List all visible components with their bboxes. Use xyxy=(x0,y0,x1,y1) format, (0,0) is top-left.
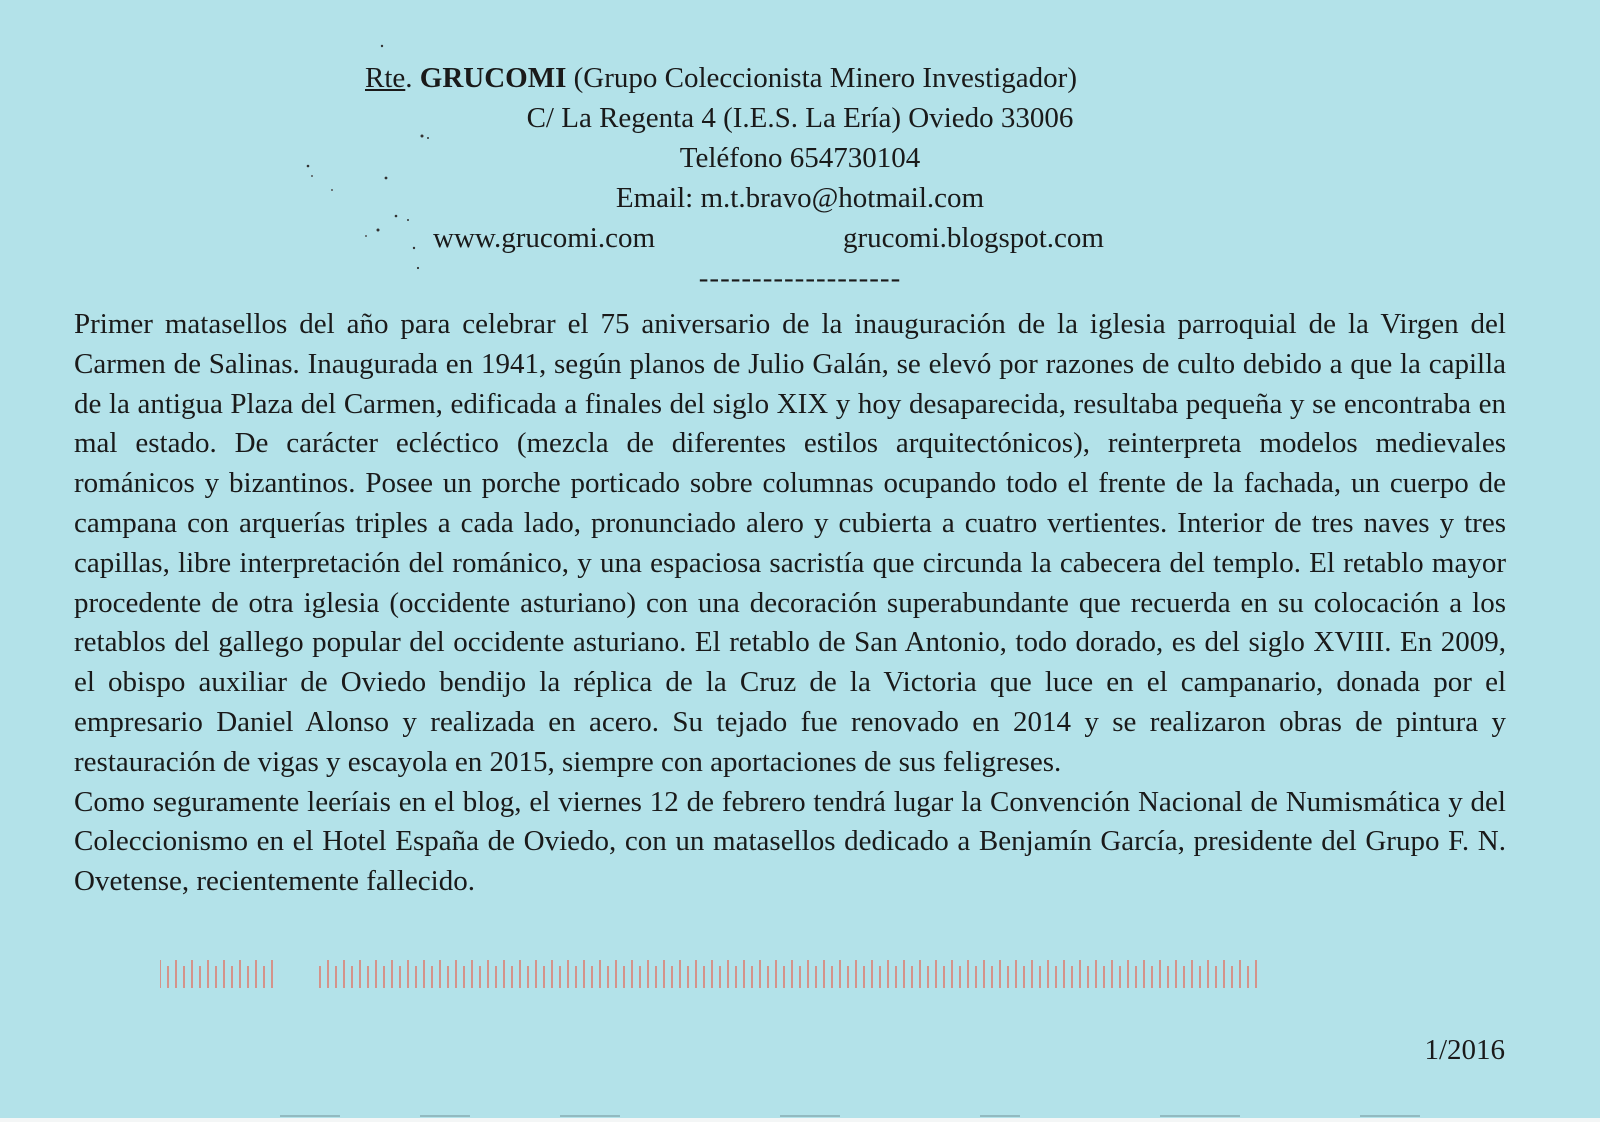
blog-link[interactable]: grucomi.blogspot.com xyxy=(843,222,1104,254)
phone-line: Teléfono 654730104 xyxy=(679,142,921,174)
issue-reference: 1/2016 xyxy=(1424,1034,1505,1066)
org-name: GRUCOMI xyxy=(419,62,567,94)
address-line: C/ La Regenta 4 (I.E.S. La Ería) Oviedo 33006 xyxy=(526,102,1074,134)
email-line: Email: m.t.bravo@hotmail.com xyxy=(615,182,985,214)
paragraph-convention: Como seguramente leeríais en el blog, el viernes 12 de febrero tendrá lugar la Convención Nacional de Numismática y del Coleccionismo en el Hotel España de Oviedo, con un matasellos dedicado a Benjamín García, presidente del Grupo F. N. Ovetense, recientemente fallecido. xyxy=(74,785,1506,898)
scan-edge xyxy=(0,1118,1600,1122)
sender-prefix: Rte xyxy=(365,62,406,94)
postal-barcode-marks xyxy=(160,958,1280,998)
org-full-name: (Grupo Coleccionista Minero Investigador) xyxy=(566,62,1077,94)
bottom-edge-print xyxy=(260,1108,1560,1118)
paragraph-church-anniversary: Primer matasellos del año para celebrar el 75 aniversario de la inauguración de la iglesia parroquial de la Virgen del Carmen de Salinas. Inaugurada en 1941, según planos de Julio Galán, se elevó por razones de culto debido a que la capilla de la antigua Plaza del Carmen, edificada a finales del siglo XIX y hoy desaparecida, resultaba pequeña y se encontraba en mal estado. De carácter ecléctico (mezcla de diferentes estilos arquitectónicos), reinterpreta modelos medievales románicos y bizantinos. Posee un porche porticado sobre columnas ocupando todo el frente de la fachada, un cuerpo de campana con arquerías triples a cada lado, pronunciado alero y cubierta a cuatro vertientes. Interior de tres naves y tres capillas, libre interpretación del románico, y una espaciosa sacristía que circunda la cabecera del templo. El retablo mayor procedente de otra iglesia (occidente asturiano) con una decoración superabundante que recuerda en su colocación a los retablos del gallego popular del occidente asturiano. El retablo de San Antonio, todo dorado, es del siglo XVIII. En 2009, el obispo auxiliar de Oviedo bendijo la réplica de la Cruz de la Victoria que luce en el campanario, donada por el empresario Daniel Alonso y realizada en acero. Su tejado fue renovado en 2014 y se realizaron obras de pintura y restauración de vigas y escayola en 2015, siempre con aportaciones de sus feligreses. xyxy=(74,308,1506,778)
divider-line: ------------------- xyxy=(698,262,902,294)
web-links-row xyxy=(0,218,1600,258)
website-link[interactable]: www.grucomi.com xyxy=(433,222,656,254)
message-body xyxy=(74,305,1506,902)
sender-dot: . xyxy=(405,62,420,94)
sender-line xyxy=(155,58,1600,98)
sender-header xyxy=(0,58,1600,298)
